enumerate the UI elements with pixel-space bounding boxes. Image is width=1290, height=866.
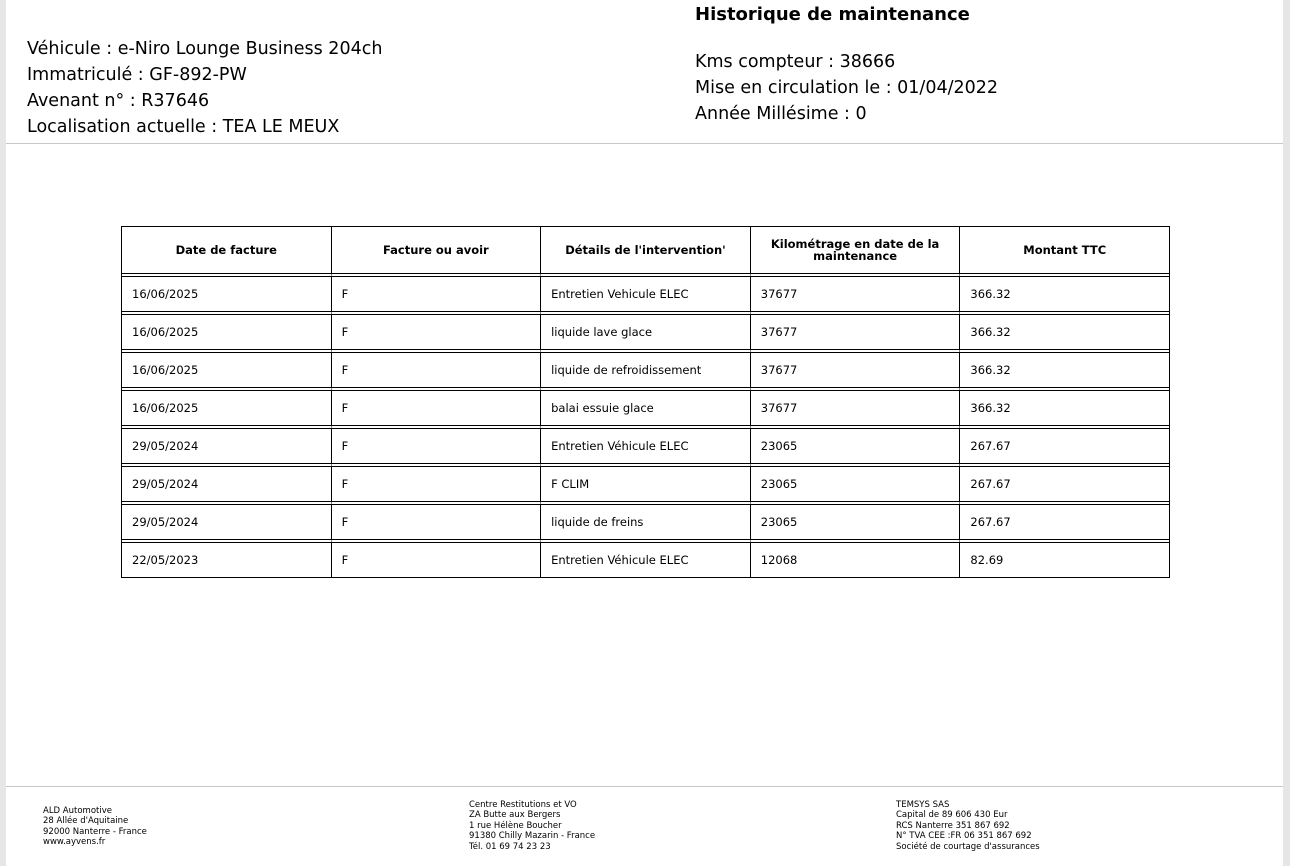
cell-mileage: 23065: [751, 467, 961, 505]
cell-date: 16/06/2025: [122, 391, 332, 429]
footer-legal-name: TEMSYS SAS: [896, 800, 950, 810]
cell-mileage: 37677: [751, 391, 961, 429]
page-title: Historique de maintenance: [695, 4, 970, 25]
cell-details: liquide lave glace: [541, 315, 751, 353]
table-row: [122, 543, 1169, 577]
cell-mileage: 37677: [751, 353, 961, 391]
cell-amount: 267.67: [960, 429, 1169, 467]
cell-amount: 366.32: [960, 353, 1169, 391]
cell-date: 29/05/2024: [122, 505, 332, 543]
vehicle-registration: Immatriculé : GF-892-PW: [27, 65, 247, 85]
table-header-row: [122, 227, 1169, 277]
cell-amount: 267.67: [960, 505, 1169, 543]
col-header-mileage: Kilométrage en date de la maintenance: [751, 227, 961, 277]
footer-legal-capital: Capital de 89 606 430 Eur: [896, 810, 1008, 821]
cell-amount: 366.32: [960, 277, 1169, 315]
vehicle-model: Véhicule : e-Niro Lounge Business 204ch: [27, 39, 383, 59]
cell-date: 16/06/2025: [122, 277, 332, 315]
cell-type: F: [332, 353, 542, 391]
cell-date: 16/06/2025: [122, 353, 332, 391]
footer-center-zone: ZA Butte aux Bergers: [469, 810, 561, 821]
cell-date: 29/05/2024: [122, 467, 332, 505]
vehicle-meta: [695, 49, 998, 127]
table-row: [122, 467, 1169, 505]
table-row: [122, 391, 1169, 429]
footer-company-city: 92000 Nanterre - France: [43, 826, 147, 837]
table-row: [122, 353, 1169, 391]
cell-mileage: 37677: [751, 315, 961, 353]
model-year: Année Millésime : 0: [695, 104, 867, 124]
cell-amount: 366.32: [960, 315, 1169, 353]
footer-legal-rcs: RCS Nanterre 351 867 692: [896, 820, 1010, 831]
col-header-date: Date de facture: [122, 227, 332, 277]
footer-company-website: www.ayvens.fr: [43, 837, 106, 848]
table-row: [122, 277, 1169, 315]
footer-center-city: 91380 Chilly Mazarin - France: [469, 831, 596, 842]
cell-mileage: 23065: [751, 505, 961, 543]
footer-legal-vat: N° TVA CEE :FR 06 351 867 692: [896, 831, 1032, 842]
col-header-amount: Montant TTC: [960, 227, 1169, 277]
cell-type: F: [332, 505, 542, 543]
odometer: Kms compteur : 38666: [695, 52, 896, 72]
cell-type: F: [332, 467, 542, 505]
footer-divider: [6, 786, 1283, 787]
cell-type: F: [332, 277, 542, 315]
footer-center-address: [469, 800, 595, 852]
cell-details: Entretien Véhicule ELEC: [541, 543, 751, 577]
cell-type: F: [332, 391, 542, 429]
header-divider: [6, 143, 1283, 144]
cell-type: F: [332, 543, 542, 577]
table-row: [122, 429, 1169, 467]
col-header-type: Facture ou avoir: [332, 227, 542, 277]
cell-details: liquide de freins: [541, 505, 751, 543]
cell-type: F: [332, 315, 542, 353]
footer-center-street: 1 rue Hélène Boucher: [469, 820, 562, 831]
cell-mileage: 12068: [751, 543, 961, 577]
cell-details: F CLIM: [541, 467, 751, 505]
cell-details: Entretien Véhicule ELEC: [541, 429, 751, 467]
maintenance-table: [121, 226, 1170, 578]
cell-amount: 267.67: [960, 467, 1169, 505]
footer-center-phone: Tél. 01 69 74 23 23: [469, 841, 551, 852]
registration-date: Mise en circulation le : 01/04/2022: [695, 78, 999, 98]
cell-mileage: 37677: [751, 277, 961, 315]
vehicle-amendment: Avenant n° : R37646: [27, 91, 210, 111]
table-row: [122, 315, 1169, 353]
footer-legal-info: [896, 800, 1040, 852]
document-page: [6, 0, 1283, 866]
footer-company-street: 28 Allée d'Aquitaine: [43, 816, 129, 827]
cell-details: balai essuie glace: [541, 391, 751, 429]
footer-legal-activity: Société de courtage d'assurances: [896, 841, 1040, 852]
cell-amount: 366.32: [960, 391, 1169, 429]
cell-mileage: 23065: [751, 429, 961, 467]
vehicle-location: Localisation actuelle : TEA LE MEUX: [27, 117, 340, 137]
footer-company-address: [43, 806, 147, 848]
col-header-details: Détails de l'intervention': [541, 227, 751, 277]
cell-type: F: [332, 429, 542, 467]
table-row: [122, 505, 1169, 543]
vehicle-info: [27, 36, 382, 140]
footer-center-name: Centre Restitutions et VO: [469, 800, 577, 810]
cell-details: Entretien Vehicule ELEC: [541, 277, 751, 315]
cell-date: 22/05/2023: [122, 543, 332, 577]
footer-company-name: ALD Automotive: [43, 806, 112, 816]
cell-date: 16/06/2025: [122, 315, 332, 353]
cell-amount: 82.69: [970, 553, 1004, 567]
cell-details: liquide de refroidissement: [541, 353, 751, 391]
cell-date: 29/05/2024: [122, 429, 332, 467]
